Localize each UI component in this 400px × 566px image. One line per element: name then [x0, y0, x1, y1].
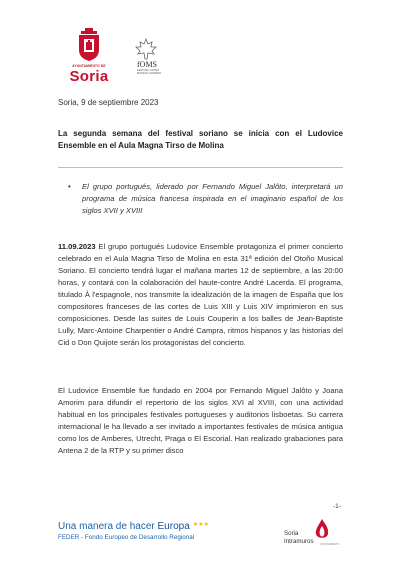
- intramuros-flame-icon: [314, 518, 330, 542]
- body-paragraph-1: [58, 241, 343, 349]
- bullet-dot-icon: •: [68, 182, 71, 191]
- foms-logo-subtitle: FESTIVAL OTOÑO MUSICAL SORIANO: [137, 69, 162, 75]
- body-paragraph-2: El Ludovice Ensemble fue fundado en 2004 por Fernando Miguel Jalôto y Joana Amorim para difundir el repertorio de los siglos XVI al XVIII, con una actividad habitual en los principales festivales portugueses y auditorios lisboetas. Su carrera internacional le ha llevado a ser invitado a importantes festivales de música antigua como los de Amberes, Utrecht, Praga o El Escorial. Han realizado grabaciones para Antena 2 de la RTP y su primer disco: [58, 386, 343, 455]
- soria-logo-city: Soria: [69, 68, 109, 85]
- soria-logo-ayto: AYUNTAMIENTO DE: [72, 64, 106, 68]
- eu-stars-icon: ★★★: [192, 522, 209, 528]
- document-date: Soria, 9 de septiembre 2023: [58, 98, 159, 107]
- maple-leaf-icon: [135, 38, 157, 60]
- foms-logo: [133, 38, 167, 78]
- intramuros-name: [284, 530, 314, 546]
- soria-city-logo: [64, 28, 114, 88]
- soria-coat-of-arms-icon: [76, 28, 102, 62]
- document-headline: La segunda semana del festival soriano se inicia con el Ludovice Ensemble en el Aula Magna Tirso de Molina: [58, 129, 343, 150]
- paragraph-1-text: El grupo portugués Ludovice Ensemble protagoniza el primer concierto celebrado en el Aula Magna Tirso de Molina en esta 31ª edición del Otoño Musical Soriano. El concierto tendrá lugar el mañana martes 12 de septiembre, a las 20:00 horas, y contará con la colaboración del haute-contre André Lacerda. El programa, titulado À l'espagnole, nos transmite la idealización de la imagen de España que los compositores franceses de las cortes de Luis XIII y Luis XIV imprimieron en sus composiciones. Desde las suites de Louis Couperin a los balles de Jean-Baptiste Lully, Marc-Antoine Charpentier o André Campra, ritmos hispanos y las historias del Cid o Don Quijote serán los protagonistas del concierto.: [58, 242, 343, 347]
- soria-intramuros-logo: [284, 530, 348, 552]
- feder-fund-label: FEDER - Fondo Europeo de Desarrollo Regional: [58, 534, 195, 541]
- intramuros-line-2: Intramuros: [284, 538, 314, 545]
- eu-slogan: [58, 521, 268, 532]
- intramuros-small-label: AYUNTAMIENTO: [320, 543, 340, 546]
- intramuros-line-1: Soria: [284, 530, 299, 537]
- paragraph-date-lead: 11.09.2023: [58, 242, 96, 251]
- eu-slogan-prefix: Una manera de hacer: [58, 521, 158, 532]
- feder-footer: [58, 521, 268, 541]
- summary-bullet: [68, 181, 343, 217]
- section-divider: [58, 167, 343, 168]
- page-number: -1-: [333, 503, 341, 510]
- foms-logo-name: fOMS: [137, 60, 158, 69]
- summary-bullet-text: El grupo portugués, liderado por Fernando Miguel Jalôto, interpretará un programa de música francesa inspirada en el imaginario español de los siglos XVII y XVIII: [82, 182, 343, 215]
- eu-slogan-europa: Europa: [157, 521, 190, 532]
